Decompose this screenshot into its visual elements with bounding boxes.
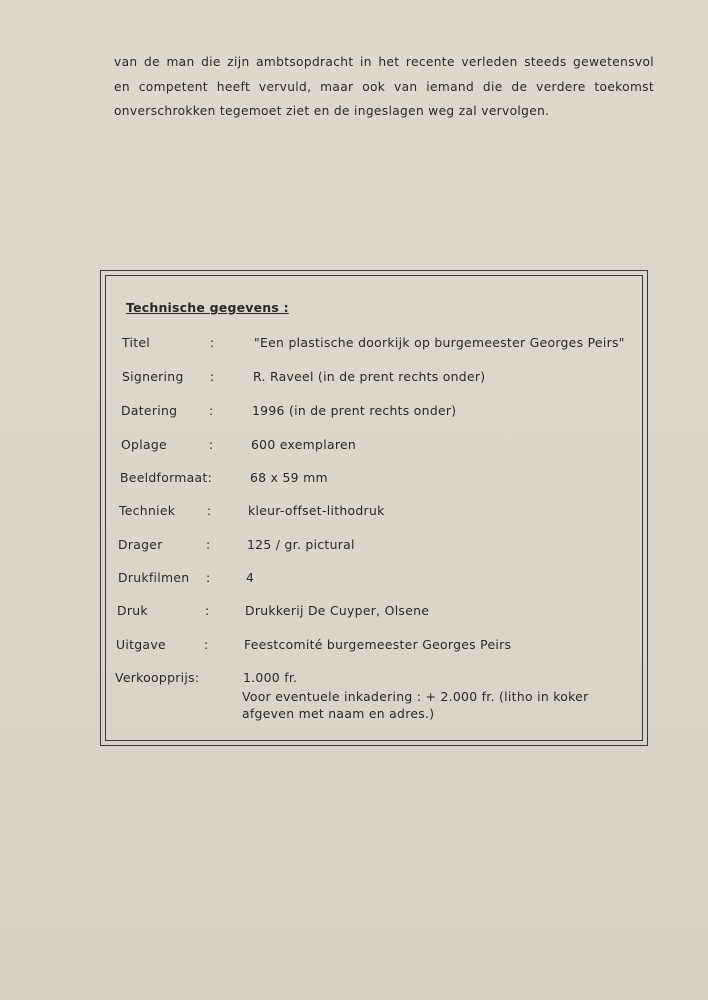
row-value: R. Raveel (in de prent rechts onder) (253, 369, 486, 384)
row-label: Druk (117, 603, 148, 618)
row-colon: : (207, 503, 212, 518)
row-colon: : (209, 437, 214, 452)
row-colon: : (205, 603, 210, 618)
row-value: kleur-offset-lithodruk (248, 503, 385, 518)
row-label: Oplage (121, 437, 167, 452)
row-value-extra-2: afgeven met naam en adres.) (242, 706, 435, 721)
row-value: 1996 (in de prent rechts onder) (252, 403, 457, 418)
row-colon: : (204, 637, 209, 652)
intro-line-3: onverschrokken tegemoet ziet en de ingeslagen weg zal vervolgen. (114, 104, 550, 118)
row-label: Titel (122, 335, 151, 350)
row-value: Drukkerij De Cuyper, Olsene (245, 603, 430, 618)
row-value: Feestcomité burgemeester Georges Peirs (244, 637, 512, 652)
row-label: Datering (121, 403, 178, 418)
row-value: 4 (246, 570, 255, 585)
row-value: 1.000 fr. (243, 670, 298, 685)
intro-paragraph (114, 50, 654, 124)
row-colon: : (206, 570, 211, 585)
row-label: Uitgave (116, 637, 166, 652)
row-value: "Een plastische doorkijk op burgemeester Georges Peirs" (254, 335, 625, 350)
row-value-extra-1: Voor eventuele inkadering : + 2.000 fr. (litho in koker (242, 689, 589, 704)
row-colon: : (209, 403, 214, 418)
row-value: 125 / gr. pictural (247, 537, 355, 552)
row-value: 600 exemplaren (251, 437, 357, 452)
intro-line-2: en competent heeft vervuld, maar ook van iemand die de verdere toekomst (114, 79, 654, 94)
intro-line-1: van de man die zijn ambtsopdracht in het recente verleden steeds gewetensvol (114, 55, 654, 69)
row-colon: : (210, 335, 215, 350)
row-label: Drukfilmen (118, 570, 190, 585)
technical-data-box-inner-border (105, 275, 643, 741)
technical-data-heading: Technische gegevens : (126, 300, 289, 315)
row-label: Signering (122, 369, 184, 384)
row-value: 68 x 59 mm (250, 470, 328, 485)
row-label: Verkoopprijs: (115, 670, 200, 685)
row-colon: : (210, 369, 215, 384)
row-colon: : (206, 537, 211, 552)
technical-data-box (100, 270, 648, 746)
row-label: Drager (118, 537, 163, 552)
row-label: Beeldformaat: (120, 470, 213, 485)
row-label: Techniek (119, 503, 176, 518)
